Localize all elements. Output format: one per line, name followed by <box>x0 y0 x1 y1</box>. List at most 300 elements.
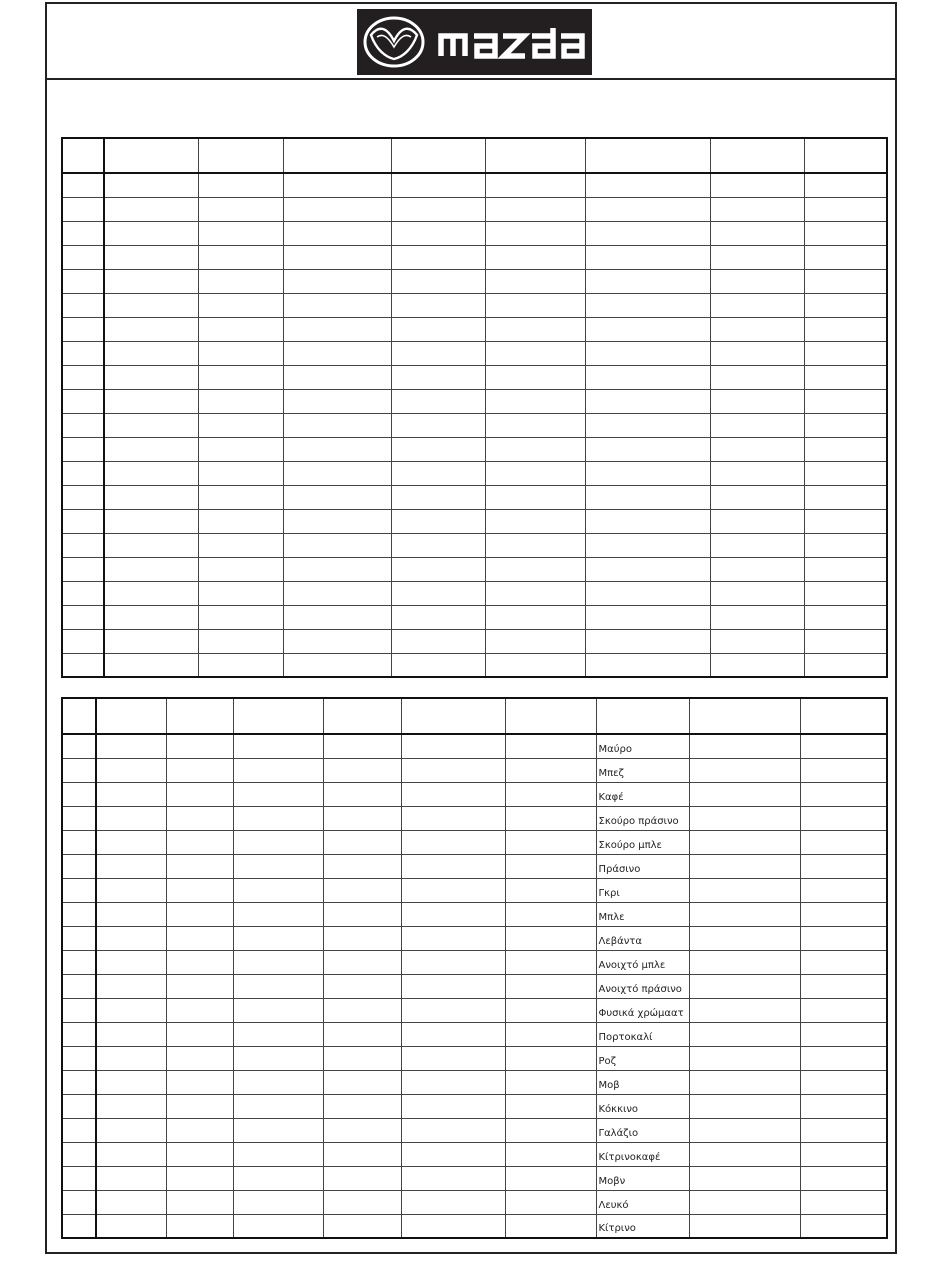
table-2-cell[interactable] <box>505 698 596 734</box>
table-2-cell[interactable] <box>96 1070 166 1094</box>
table-2-cell[interactable] <box>323 1094 401 1118</box>
table-2-cell[interactable] <box>689 1214 800 1238</box>
table-1-cell[interactable] <box>710 138 804 173</box>
table-1-cell[interactable] <box>283 581 391 605</box>
table-1-cell[interactable] <box>585 245 710 269</box>
table-2-cell[interactable] <box>62 1142 96 1166</box>
table-2-cell[interactable] <box>689 782 800 806</box>
table-1-cell[interactable] <box>585 605 710 629</box>
table-2-cell[interactable] <box>689 998 800 1022</box>
table-1-cell[interactable] <box>391 341 485 365</box>
table-2-cell[interactable] <box>800 806 887 830</box>
table-1-cell[interactable] <box>485 629 585 653</box>
table-1-cell[interactable] <box>391 293 485 317</box>
table-1-cell[interactable] <box>391 138 485 173</box>
table-2-cell[interactable] <box>689 854 800 878</box>
table-2-cell[interactable] <box>62 830 96 854</box>
table-2-cell[interactable] <box>323 974 401 998</box>
table-2-cell[interactable] <box>166 926 233 950</box>
table-2-cell[interactable] <box>62 998 96 1022</box>
table-1-cell[interactable] <box>62 389 104 413</box>
table-1-cell[interactable] <box>62 485 104 509</box>
table-1-cell[interactable] <box>585 341 710 365</box>
table-2-cell[interactable] <box>689 974 800 998</box>
table-2-cell[interactable] <box>233 1022 323 1046</box>
table-2-cell[interactable] <box>505 1118 596 1142</box>
table-2-cell[interactable] <box>323 698 401 734</box>
table-1-cell[interactable] <box>391 197 485 221</box>
table-1-cell[interactable] <box>283 293 391 317</box>
table-2-cell[interactable] <box>401 1166 505 1190</box>
table-1-cell[interactable] <box>585 293 710 317</box>
table-1-cell[interactable] <box>104 138 198 173</box>
table-1-cell[interactable] <box>104 293 198 317</box>
table-1-cell[interactable] <box>283 653 391 677</box>
table-2-cell[interactable] <box>401 734 505 758</box>
table-2-cell[interactable] <box>401 806 505 830</box>
table-1-cell[interactable] <box>62 413 104 437</box>
table-2-cell[interactable] <box>233 998 323 1022</box>
table-1-cell[interactable] <box>485 605 585 629</box>
table-2-cell[interactable] <box>233 1142 323 1166</box>
table-2-cell[interactable] <box>233 902 323 926</box>
table-2-cell[interactable] <box>166 1166 233 1190</box>
table-1-cell[interactable] <box>391 629 485 653</box>
table-2-cell[interactable] <box>166 758 233 782</box>
table-1-cell[interactable] <box>804 557 887 581</box>
table-1-cell[interactable] <box>198 138 283 173</box>
table-1-cell[interactable] <box>198 557 283 581</box>
table-2-cell[interactable] <box>689 1166 800 1190</box>
table-1-cell[interactable] <box>198 245 283 269</box>
table-2-cell[interactable] <box>166 1190 233 1214</box>
table-1-cell[interactable] <box>198 389 283 413</box>
table-1-cell[interactable] <box>485 341 585 365</box>
table-2-cell[interactable] <box>62 1070 96 1094</box>
table-2-cell[interactable] <box>166 1118 233 1142</box>
table-1-cell[interactable] <box>710 533 804 557</box>
table-1-cell[interactable] <box>710 653 804 677</box>
table-1-cell[interactable] <box>804 138 887 173</box>
table-2-cell[interactable] <box>62 1190 96 1214</box>
table-2-cell[interactable] <box>96 878 166 902</box>
table-1-cell[interactable] <box>104 389 198 413</box>
table-2-cell[interactable] <box>62 806 96 830</box>
table-2-cell[interactable] <box>166 902 233 926</box>
table-1-cell[interactable] <box>62 461 104 485</box>
table-2-cell[interactable] <box>323 1142 401 1166</box>
table-2-cell[interactable] <box>233 734 323 758</box>
table-1-cell[interactable] <box>198 269 283 293</box>
table-2-cell[interactable] <box>505 734 596 758</box>
table-2-cell[interactable] <box>166 1094 233 1118</box>
table-2-cell[interactable] <box>401 950 505 974</box>
table-2-cell[interactable] <box>166 1046 233 1070</box>
table-2-cell[interactable] <box>401 926 505 950</box>
table-1-cell[interactable] <box>585 509 710 533</box>
table-2-cell[interactable] <box>689 758 800 782</box>
table-1-cell[interactable] <box>710 581 804 605</box>
table-1-cell[interactable] <box>710 197 804 221</box>
table-1-cell[interactable] <box>710 341 804 365</box>
table-1-cell[interactable] <box>104 173 198 197</box>
table-1-cell[interactable] <box>198 221 283 245</box>
table-1-cell[interactable] <box>485 653 585 677</box>
table-2-cell[interactable] <box>323 902 401 926</box>
table-2-cell[interactable] <box>800 698 887 734</box>
table-1-cell[interactable] <box>62 138 104 173</box>
table-1-cell[interactable] <box>283 461 391 485</box>
table-1-cell[interactable] <box>804 293 887 317</box>
table-2-cell[interactable] <box>62 698 96 734</box>
table-1-cell[interactable] <box>585 221 710 245</box>
table-1-cell[interactable] <box>585 173 710 197</box>
table-2-cell[interactable] <box>323 926 401 950</box>
table-2-cell[interactable] <box>505 1166 596 1190</box>
table-2-cell[interactable] <box>505 1094 596 1118</box>
table-1-cell[interactable] <box>710 293 804 317</box>
table-2-cell[interactable] <box>401 758 505 782</box>
table-1-cell[interactable] <box>391 413 485 437</box>
table-2-cell[interactable] <box>166 806 233 830</box>
table-2-cell[interactable] <box>166 1142 233 1166</box>
table-1-cell[interactable] <box>391 557 485 581</box>
table-1-cell[interactable] <box>804 485 887 509</box>
table-2-cell[interactable] <box>689 1118 800 1142</box>
table-1-cell[interactable] <box>62 341 104 365</box>
table-1-cell[interactable] <box>198 485 283 509</box>
table-1-cell[interactable] <box>804 413 887 437</box>
table-2-cell[interactable] <box>96 926 166 950</box>
table-2-cell[interactable] <box>323 950 401 974</box>
table-2-cell[interactable] <box>800 782 887 806</box>
table-1-cell[interactable] <box>104 365 198 389</box>
table-2-cell[interactable] <box>689 1046 800 1070</box>
table-1-cell[interactable] <box>391 485 485 509</box>
table-1-cell[interactable] <box>391 365 485 389</box>
table-2-cell[interactable] <box>800 1022 887 1046</box>
table-1-cell[interactable] <box>283 557 391 581</box>
table-2-cell[interactable] <box>323 998 401 1022</box>
table-2-cell[interactable] <box>505 758 596 782</box>
table-1-cell[interactable] <box>804 197 887 221</box>
table-2-cell[interactable] <box>96 782 166 806</box>
table-1-cell[interactable] <box>62 317 104 341</box>
table-1-cell[interactable] <box>391 653 485 677</box>
table-2-cell[interactable] <box>689 926 800 950</box>
table-2-cell[interactable] <box>323 1022 401 1046</box>
table-1-cell[interactable] <box>198 365 283 389</box>
table-2-cell[interactable] <box>96 758 166 782</box>
table-1-cell[interactable] <box>804 317 887 341</box>
table-2-cell[interactable] <box>96 950 166 974</box>
table-2-cell[interactable] <box>233 854 323 878</box>
table-2-cell[interactable] <box>166 854 233 878</box>
table-1-cell[interactable] <box>391 317 485 341</box>
table-2-cell[interactable] <box>233 926 323 950</box>
table-1-cell[interactable] <box>62 221 104 245</box>
table-1-cell[interactable] <box>485 581 585 605</box>
table-2-cell[interactable] <box>233 830 323 854</box>
table-1-cell[interactable] <box>198 317 283 341</box>
table-2-cell[interactable] <box>96 1046 166 1070</box>
table-2-cell[interactable] <box>96 974 166 998</box>
table-1-cell[interactable] <box>62 605 104 629</box>
table-1-cell[interactable] <box>485 413 585 437</box>
table-2-cell[interactable] <box>689 1070 800 1094</box>
table-2-cell[interactable] <box>96 1118 166 1142</box>
table-2-cell[interactable] <box>62 734 96 758</box>
table-2-cell[interactable] <box>233 1070 323 1094</box>
table-2-cell[interactable] <box>62 1166 96 1190</box>
table-1-cell[interactable] <box>391 173 485 197</box>
table-1-cell[interactable] <box>283 437 391 461</box>
table-2-cell[interactable] <box>323 1118 401 1142</box>
table-2-cell[interactable] <box>689 1190 800 1214</box>
table-1-cell[interactable] <box>62 197 104 221</box>
table-2-cell[interactable] <box>800 926 887 950</box>
table-1-cell[interactable] <box>710 389 804 413</box>
table-2-cell[interactable] <box>505 1022 596 1046</box>
table-1-cell[interactable] <box>485 533 585 557</box>
table-2-cell[interactable] <box>96 1142 166 1166</box>
table-2-cell[interactable] <box>233 782 323 806</box>
table-1-cell[interactable] <box>104 413 198 437</box>
table-1-cell[interactable] <box>283 317 391 341</box>
table-2-cell[interactable] <box>96 1094 166 1118</box>
table-1-cell[interactable] <box>585 629 710 653</box>
table-1-cell[interactable] <box>104 317 198 341</box>
table-2-cell[interactable] <box>800 1142 887 1166</box>
table-1-cell[interactable] <box>804 533 887 557</box>
table-2-cell[interactable] <box>96 698 166 734</box>
table-1-cell[interactable] <box>585 317 710 341</box>
table-1-cell[interactable] <box>198 605 283 629</box>
table-1-cell[interactable] <box>283 173 391 197</box>
table-1-cell[interactable] <box>104 341 198 365</box>
table-2-cell[interactable] <box>166 782 233 806</box>
table-2-cell[interactable] <box>800 902 887 926</box>
table-1-cell[interactable] <box>485 269 585 293</box>
table-2-cell[interactable] <box>62 1094 96 1118</box>
table-2-cell[interactable] <box>233 1094 323 1118</box>
table-1-cell[interactable] <box>585 197 710 221</box>
table-2-cell[interactable] <box>401 1118 505 1142</box>
table-2-cell[interactable] <box>233 950 323 974</box>
table-1-cell[interactable] <box>198 653 283 677</box>
table-2-cell[interactable] <box>401 1070 505 1094</box>
table-1-cell[interactable] <box>283 365 391 389</box>
table-1-cell[interactable] <box>283 485 391 509</box>
table-1-cell[interactable] <box>62 629 104 653</box>
table-1-cell[interactable] <box>104 485 198 509</box>
table-1-cell[interactable] <box>804 629 887 653</box>
table-2-cell[interactable] <box>689 950 800 974</box>
table-2-cell[interactable] <box>401 1190 505 1214</box>
table-2-cell[interactable] <box>62 878 96 902</box>
table-1-cell[interactable] <box>104 629 198 653</box>
table-1-cell[interactable] <box>804 173 887 197</box>
table-2-cell[interactable] <box>401 698 505 734</box>
table-2-cell[interactable] <box>233 1118 323 1142</box>
table-1-cell[interactable] <box>198 437 283 461</box>
table-2-cell[interactable] <box>62 1118 96 1142</box>
table-2-cell[interactable] <box>323 782 401 806</box>
table-1-cell[interactable] <box>485 245 585 269</box>
table-2-cell[interactable] <box>166 878 233 902</box>
table-2-cell[interactable] <box>323 1166 401 1190</box>
table-2-cell[interactable] <box>323 758 401 782</box>
table-1-cell[interactable] <box>198 533 283 557</box>
table-1-cell[interactable] <box>198 461 283 485</box>
table-2-cell[interactable] <box>401 902 505 926</box>
table-2-cell[interactable] <box>96 806 166 830</box>
table-2-cell[interactable] <box>96 830 166 854</box>
table-1-cell[interactable] <box>198 197 283 221</box>
table-1-cell[interactable] <box>804 437 887 461</box>
table-1-cell[interactable] <box>283 509 391 533</box>
table-1-cell[interactable] <box>62 533 104 557</box>
table-1-cell[interactable] <box>198 629 283 653</box>
table-2-cell[interactable] <box>800 830 887 854</box>
table-2-cell[interactable] <box>800 1166 887 1190</box>
table-1-cell[interactable] <box>62 293 104 317</box>
table-2-cell[interactable] <box>62 782 96 806</box>
table-1-cell[interactable] <box>198 581 283 605</box>
table-2-cell[interactable] <box>166 1214 233 1238</box>
table-1-cell[interactable] <box>62 557 104 581</box>
table-2-cell[interactable] <box>62 1046 96 1070</box>
table-1-cell[interactable] <box>198 293 283 317</box>
table-1-cell[interactable] <box>198 341 283 365</box>
table-1-cell[interactable] <box>485 173 585 197</box>
table-2-cell[interactable] <box>800 1190 887 1214</box>
table-2-cell[interactable] <box>689 1142 800 1166</box>
table-2-cell[interactable] <box>96 1190 166 1214</box>
table-2-cell[interactable] <box>505 854 596 878</box>
table-1-cell[interactable] <box>283 245 391 269</box>
table-2-cell[interactable] <box>233 1166 323 1190</box>
table-1-cell[interactable] <box>391 269 485 293</box>
table-1-cell[interactable] <box>585 533 710 557</box>
table-2-cell[interactable] <box>62 902 96 926</box>
table-2-cell[interactable] <box>166 950 233 974</box>
table-2-cell[interactable] <box>233 806 323 830</box>
table-2-cell[interactable] <box>689 1094 800 1118</box>
table-1-cell[interactable] <box>283 269 391 293</box>
table-2-cell[interactable] <box>233 758 323 782</box>
table-1-cell[interactable] <box>62 509 104 533</box>
table-2-cell[interactable] <box>166 1022 233 1046</box>
table-1-cell[interactable] <box>485 138 585 173</box>
table-2-cell[interactable] <box>689 830 800 854</box>
table-1-cell[interactable] <box>283 138 391 173</box>
table-2-cell[interactable] <box>62 854 96 878</box>
table-1-cell[interactable] <box>391 533 485 557</box>
table-1-cell[interactable] <box>62 173 104 197</box>
table-2-cell[interactable] <box>96 1022 166 1046</box>
table-2-cell[interactable] <box>800 950 887 974</box>
table-1-cell[interactable] <box>485 485 585 509</box>
table-1-cell[interactable] <box>804 509 887 533</box>
table-2-cell[interactable] <box>596 698 689 734</box>
table-1-cell[interactable] <box>198 509 283 533</box>
table-2-cell[interactable] <box>233 698 323 734</box>
table-2-cell[interactable] <box>800 734 887 758</box>
table-1-cell[interactable] <box>283 533 391 557</box>
table-1-cell[interactable] <box>585 461 710 485</box>
table-1-cell[interactable] <box>804 605 887 629</box>
table-1-cell[interactable] <box>283 197 391 221</box>
table-1-cell[interactable] <box>283 413 391 437</box>
table-2-cell[interactable] <box>505 902 596 926</box>
table-1-cell[interactable] <box>104 533 198 557</box>
table-1-cell[interactable] <box>485 389 585 413</box>
table-2-cell[interactable] <box>96 902 166 926</box>
table-1-cell[interactable] <box>485 197 585 221</box>
table-2-cell[interactable] <box>689 878 800 902</box>
table-2-cell[interactable] <box>800 758 887 782</box>
table-2-cell[interactable] <box>689 698 800 734</box>
table-2-cell[interactable] <box>96 1214 166 1238</box>
table-1-cell[interactable] <box>62 365 104 389</box>
table-2-cell[interactable] <box>800 1070 887 1094</box>
table-1-cell[interactable] <box>585 269 710 293</box>
table-2-cell[interactable] <box>800 878 887 902</box>
table-2-cell[interactable] <box>505 998 596 1022</box>
table-1-cell[interactable] <box>585 485 710 509</box>
table-1-cell[interactable] <box>283 629 391 653</box>
table-2-cell[interactable] <box>505 1214 596 1238</box>
table-2-cell[interactable] <box>505 1070 596 1094</box>
table-1-cell[interactable] <box>485 365 585 389</box>
table-2-cell[interactable] <box>62 1214 96 1238</box>
table-2-cell[interactable] <box>505 1142 596 1166</box>
table-1-cell[interactable] <box>804 341 887 365</box>
table-2-cell[interactable] <box>401 854 505 878</box>
table-1-cell[interactable] <box>585 653 710 677</box>
table-1-cell[interactable] <box>485 293 585 317</box>
table-2-cell[interactable] <box>166 974 233 998</box>
table-2-cell[interactable] <box>62 950 96 974</box>
table-2-cell[interactable] <box>323 830 401 854</box>
table-1-cell[interactable] <box>485 509 585 533</box>
table-1-cell[interactable] <box>585 413 710 437</box>
table-1-cell[interactable] <box>710 461 804 485</box>
table-2-cell[interactable] <box>96 734 166 758</box>
table-2-cell[interactable] <box>505 974 596 998</box>
table-1-cell[interactable] <box>710 221 804 245</box>
table-2-cell[interactable] <box>62 1022 96 1046</box>
table-1-cell[interactable] <box>283 341 391 365</box>
table-1-cell[interactable] <box>104 653 198 677</box>
table-1-cell[interactable] <box>804 221 887 245</box>
table-2-cell[interactable] <box>505 782 596 806</box>
table-2-cell[interactable] <box>166 1070 233 1094</box>
table-1-cell[interactable] <box>104 197 198 221</box>
table-1-cell[interactable] <box>104 509 198 533</box>
table-1-cell[interactable] <box>804 653 887 677</box>
table-1-cell[interactable] <box>391 221 485 245</box>
table-2-cell[interactable] <box>505 926 596 950</box>
table-2-cell[interactable] <box>800 1118 887 1142</box>
table-1-cell[interactable] <box>104 461 198 485</box>
table-1-cell[interactable] <box>62 437 104 461</box>
table-2-cell[interactable] <box>166 698 233 734</box>
table-1-cell[interactable] <box>62 269 104 293</box>
table-1-cell[interactable] <box>104 437 198 461</box>
table-1-cell[interactable] <box>104 557 198 581</box>
